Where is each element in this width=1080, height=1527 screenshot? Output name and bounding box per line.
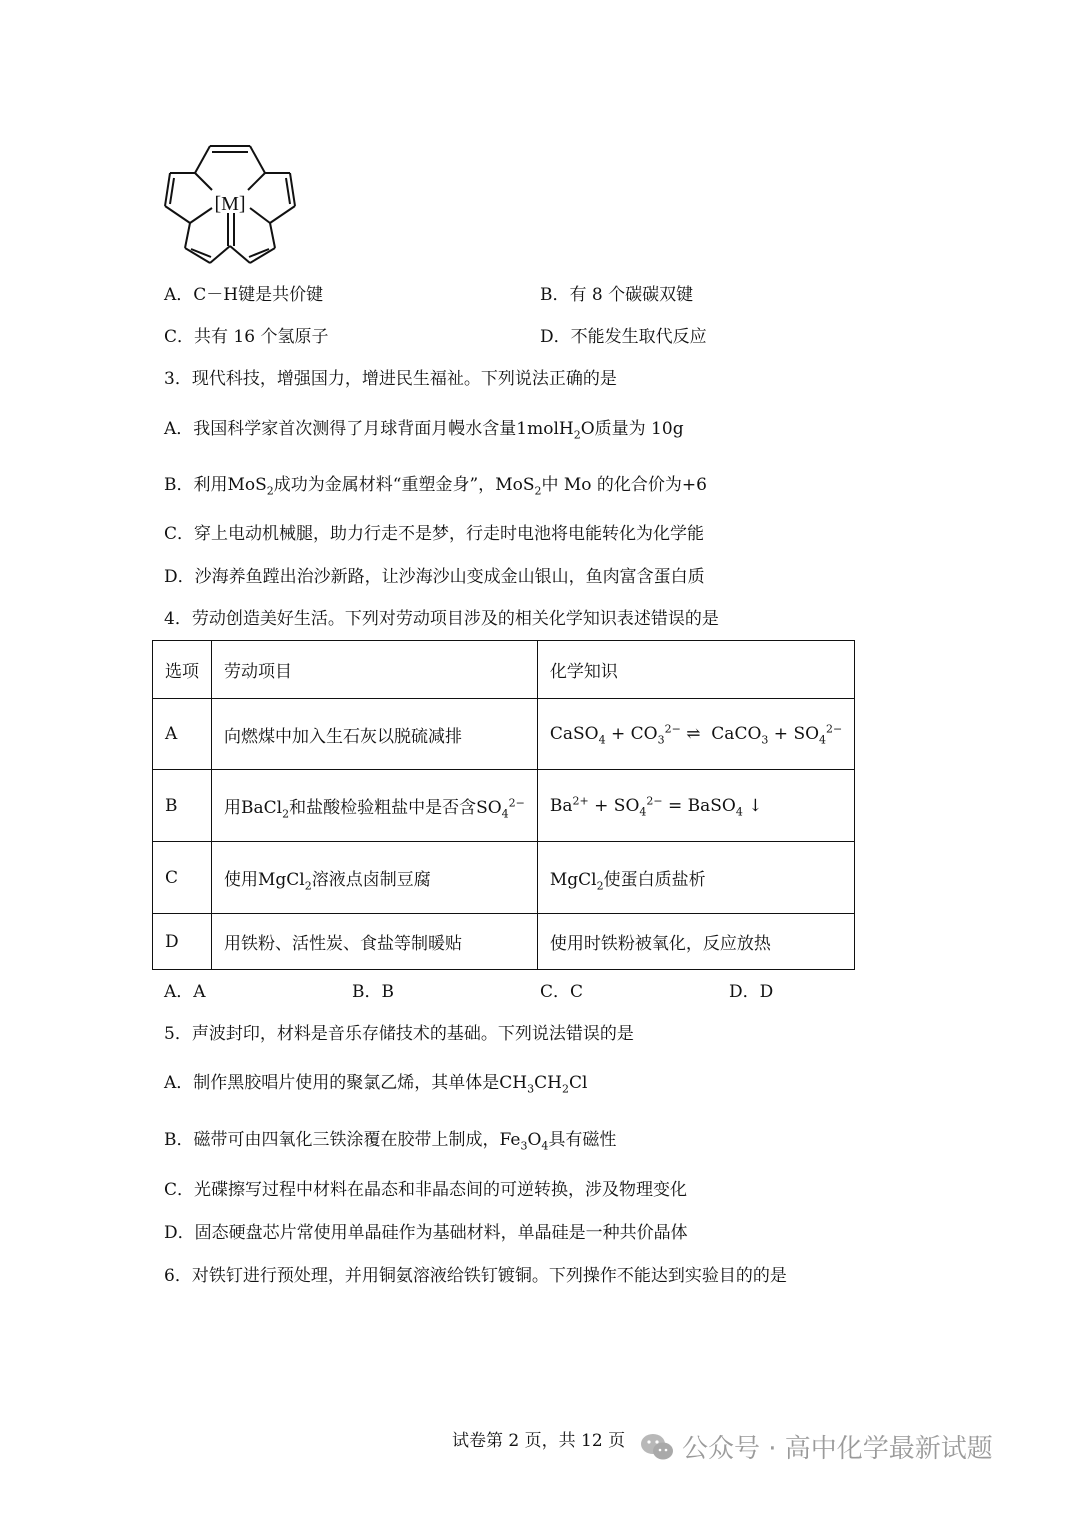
q4-answer-d[interactable]: D．D [729,982,774,1002]
q4-answer-b[interactable]: B．B [352,982,394,1002]
q5-option-b[interactable]: B．磁带可由四氧化三铁涂覆在胶带上制成，$Fe_3O_4$具有磁性 [164,1130,617,1153]
row-labor-item: 用BaCl$_2$和盐酸检验粗盐中是否含$SO_4^{2-}$ [212,770,538,842]
q5-option-d[interactable]: D．固态硬盘芯片常使用单晶硅作为基础材料，单晶硅是一种共价晶体 [164,1223,688,1243]
q2-option-a[interactable]: A．C－H键是共价键 [164,285,324,305]
q3-option-d[interactable]: D．沙海养鱼蹚出治沙新路，让沙海沙山变成金山银山，鱼肉富含蛋白质 [164,567,705,587]
row-option: A [153,699,212,770]
q5-option-a[interactable]: A．制作黑胶唱片使用的聚氯乙烯，其单体是$CH_3CH_2Cl$ [164,1073,588,1096]
row-chem-equation: $Ba^{2+} + SO_4^{2-}$ = BaSO$_4$ ↓ [537,770,854,842]
row-option: D [153,914,212,970]
table-row [153,699,855,770]
q2-option-row-1 [164,283,694,307]
q2-option-b[interactable]: B．有 8 个碳碳双键 [540,285,694,305]
row-chem-equation: CaSO$_4$ + $CO_3^{2-}$ ⇌ CaCO$_3$ + $SO_4^{2-}$ [537,699,854,770]
q2-option-row-2 [164,325,707,349]
q6-stem: 6．对铁钉进行预处理，并用铜氨溶液给铁钉镀铜。下列操作不能达到实验目的的是 [164,1266,787,1286]
watermark [640,1428,993,1465]
header-labor-item: 劳动项目 [212,641,538,699]
page-footer: 试卷第 2 页，共 12 页 [452,1431,626,1451]
q5-option-c[interactable]: C．光碟擦写过程中材料在晶态和非晶态间的可逆转换，涉及物理变化 [164,1180,688,1200]
q4-answer-c[interactable]: C．C [540,982,584,1002]
q3-option-c[interactable]: C．穿上电动机械腿，助力行走不是梦，行走时电池将电能转化为化学能 [164,524,705,544]
header-option: 选项 [153,641,212,699]
q2-option-d[interactable]: D．不能发生取代反应 [540,327,707,347]
table-row [153,842,855,914]
row-labor-item: 用铁粉、活性炭、食盐等制暖贴 [212,914,538,970]
row-labor-item: 使用MgCl$_2$溶液点卤制豆腐 [212,842,538,914]
row-option: B [153,770,212,842]
q3-option-a[interactable]: A．我国科学家首次测得了月球背面月幔水含量1molH$_2$O质量为 10g [164,419,684,442]
q3-option-b[interactable]: B．利用MoS$_2$成功为金属材料“重塑金身”，MoS$_2$中 Mo 的化合价为+6 [164,475,707,498]
header-chem-knowledge: 化学知识 [537,641,854,699]
row-labor-item: 向燃煤中加入生石灰以脱硫减排 [212,699,538,770]
q2-option-c[interactable]: C．共有 16 个氢原子 [164,327,329,347]
q3-stem: 3．现代科技，增强国力，增进民生福祉。下列说法正确的是 [164,369,617,389]
watermark-text: 公众号 · 高中化学最新试题 [682,1434,993,1464]
row-chem-knowledge: 使用时铁粉被氧化，反应放热 [537,914,854,970]
q4-table [152,640,855,970]
wechat-icon [640,1432,674,1462]
row-option: C [153,842,212,914]
metal-center-label: [M] [214,193,246,215]
metal-complex-structure [160,128,300,273]
table-row [153,770,855,842]
row-chem-knowledge: MgCl$_2$使蛋白质盐析 [537,842,854,914]
q4-answer-a[interactable]: A．A [164,982,206,1002]
table-header-row [153,641,855,699]
q4-stem: 4．劳动创造美好生活。下列对劳动项目涉及的相关化学知识表述错误的是 [164,609,719,629]
table-row [153,914,855,970]
q5-stem: 5．声波封印，材料是音乐存储技术的基础。下列说法错误的是 [164,1024,634,1044]
